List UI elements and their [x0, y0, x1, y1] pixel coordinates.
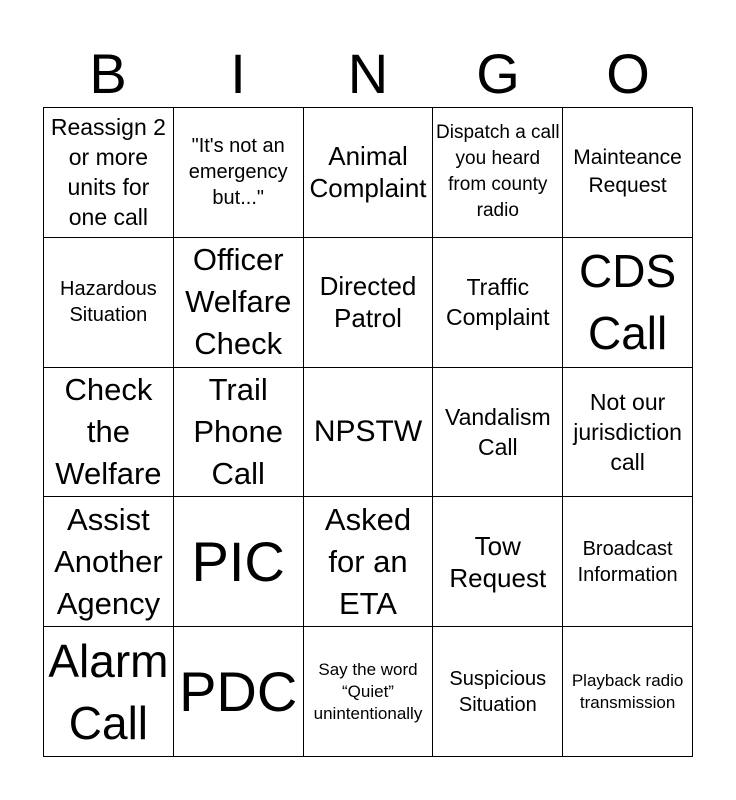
cell-label: Alarm Call: [48, 634, 169, 749]
cell-label: Asked for an ETA: [324, 501, 412, 621]
cell-label: Suspicious Situation: [449, 667, 547, 716]
bingo-cell-g2[interactable]: [433, 238, 563, 368]
cell-label: Traffic Complaint: [446, 274, 550, 331]
header-letter-i: I: [230, 42, 246, 105]
bingo-cell-n5[interactable]: [304, 627, 434, 757]
cell-label: Trail Phone Call: [193, 371, 284, 491]
bingo-cell-o4[interactable]: [563, 497, 693, 627]
bingo-cell-g1[interactable]: [433, 108, 563, 238]
bingo-cell-g3[interactable]: [433, 368, 563, 498]
cell-label: Not our jurisdiction call: [573, 388, 682, 475]
bingo-grid: [43, 107, 693, 757]
bingo-cell-o5[interactable]: [563, 627, 693, 757]
bingo-cell-o1[interactable]: [563, 108, 693, 238]
cell-label: Assist Another Agency: [54, 501, 163, 621]
header-letter-o: O: [606, 42, 650, 105]
header-letter-b: B: [89, 42, 127, 105]
bingo-cell-g4[interactable]: [433, 497, 563, 627]
cell-label: Hazardous Situation: [60, 278, 157, 327]
cell-label: PIC: [191, 529, 285, 593]
cell-label: CDS Call: [579, 245, 677, 360]
header-letter-g: G: [476, 42, 520, 105]
cell-label: "It's not an emergency but...": [188, 135, 288, 210]
bingo-cell-b4[interactable]: [44, 497, 174, 627]
cell-label: Vandalism Call: [444, 403, 551, 460]
bingo-cell-i4[interactable]: [174, 497, 304, 627]
cell-label: Playback radio transmission: [571, 670, 684, 712]
bingo-cell-i1[interactable]: [174, 108, 304, 238]
bingo-cell-o2[interactable]: [563, 238, 693, 368]
bingo-cell-n1[interactable]: [304, 108, 434, 238]
bingo-cell-i2[interactable]: [174, 238, 304, 368]
bingo-cell-g5[interactable]: [433, 627, 563, 757]
cell-label: Officer Welfare Check: [185, 242, 292, 362]
bingo-cell-o3[interactable]: [563, 368, 693, 498]
cell-label: Say the word “Quiet” unintentionally: [313, 659, 423, 723]
bingo-cell-i5[interactable]: [174, 627, 304, 757]
bingo-cell-b3[interactable]: [44, 368, 174, 498]
cell-label: Check the Welfare: [55, 371, 162, 491]
bingo-cell-n3[interactable]: [304, 368, 434, 498]
cell-label: NPSTW: [313, 414, 423, 448]
cell-label: Reassign 2 or more units for one call: [50, 114, 166, 231]
cell-label: Tow Request: [449, 530, 547, 593]
cell-label: Directed Patrol: [319, 271, 417, 334]
bingo-cell-b5[interactable]: [44, 627, 174, 757]
cell-label: PDC: [179, 659, 298, 723]
header-letter-n: N: [347, 42, 389, 105]
cell-label: Broadcast Information: [577, 537, 678, 586]
cell-label: Mainteance Request: [573, 146, 682, 198]
cell-label: Animal Complaint: [309, 141, 427, 204]
bingo-cell-b2[interactable]: [44, 238, 174, 368]
cell-label: Dispatch a call you heard from county radio: [436, 122, 560, 222]
bingo-cell-n4[interactable]: [304, 497, 434, 627]
bingo-cell-b1[interactable]: [44, 108, 174, 238]
bingo-cell-i3[interactable]: [174, 368, 304, 498]
bingo-cell-n2[interactable]: [304, 238, 434, 368]
bingo-header: [43, 42, 693, 106]
